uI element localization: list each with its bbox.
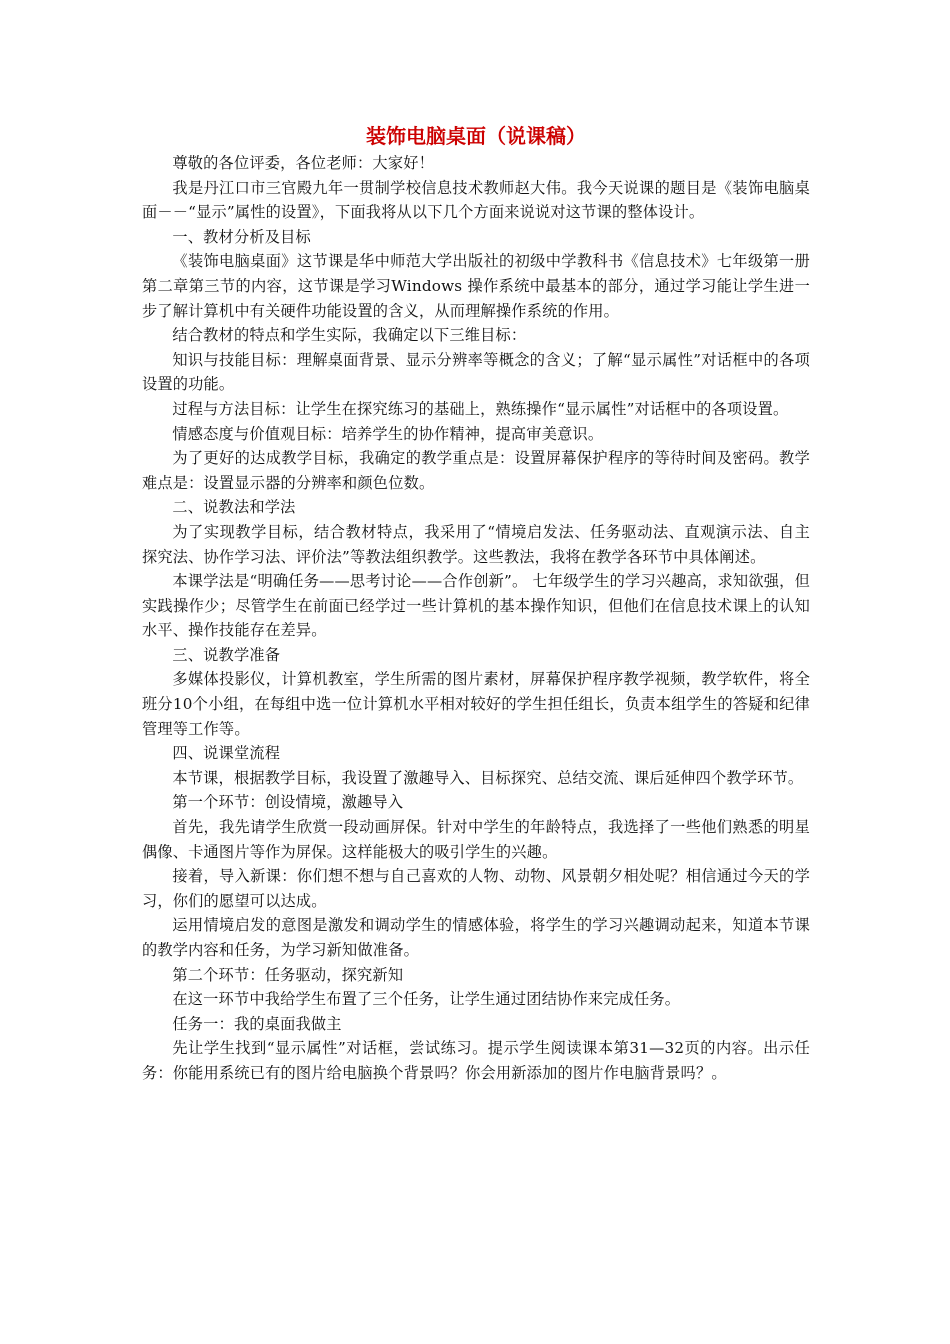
task-heading-1: 任务一：我的桌面我做主 bbox=[172, 1014, 342, 1033]
paragraph-key-points: 为了更好的达成教学目标，我确定的教学重点是：设置屏幕保护程序的等待时间及密码。教学难点是：设置显示器的分辨率和颜色位数。 bbox=[142, 449, 810, 492]
paragraph-process-goal: 过程与方法目标：让学生在探究练习的基础上，熟练操作“显示属性”对话框中的各项设置。 bbox=[172, 399, 789, 418]
paragraph-flow-intro: 本节课，根据教学目标，我设置了激趣导入、目标探究、总结交流、课后延伸四个教学环节。 bbox=[172, 768, 804, 787]
paragraph-step1-first: 首先，我先请学生欣赏一段动画屏保。针对中学生的年龄特点，我选择了一些他们熟悉的明星偶像、卡通图片等作为屏保。这样能极大的吸引学生的兴趣。 bbox=[142, 818, 810, 861]
section-heading-3: 三、说教学准备 bbox=[172, 645, 281, 664]
step-heading-1: 第一个环节：创设情境，激趣导入 bbox=[172, 793, 404, 812]
paragraph-step1-intent: 运用情境启发的意图是激发和调动学生的情感体验，将学生的学习兴趣调动起来，知道本节课的教学内容和任务，为学习新知做准备。 bbox=[142, 916, 810, 959]
paragraph-goals-intro: 结合教材的特点和学生实际，我确定以下三维目标： bbox=[172, 326, 527, 345]
section-heading-1: 一、教材分析及目标 bbox=[172, 227, 311, 246]
section-heading-2: 二、说教法和学法 bbox=[172, 498, 296, 517]
document-title: 装饰电脑桌面（说课稿） bbox=[366, 124, 586, 148]
document-body bbox=[142, 151, 810, 1086]
paragraph-step1-next: 接着，导入新课：你们想不想与自己喜欢的人物、动物、风景朝夕相处呢？相信通过今天的学习，你们的愿望可以达成。 bbox=[142, 867, 810, 910]
paragraph-material-analysis: 《装饰电脑桌面》这节课是华中师范大学出版社的初级中学教科书《信息技术》七年级第一册第二章第三节的内容，这节课是学习Windows 操作系统中最基本的部分，通过学习能让学生进一步了解计算机中有关硬件功能设置的含义，从而理解操作系统的作用。 bbox=[142, 252, 810, 320]
paragraph-step2-intro: 在这一环节中我给学生布置了三个任务，让学生通过团结协作来完成任务。 bbox=[172, 990, 681, 1009]
paragraph-task1: 先让学生找到“显示属性”对话框，尝试练习。提示学生阅读课本第31—32页的内容。出示任务：你能用系统已有的图片给电脑换个背景吗？你会用新添加的图片作电脑背景吗？。 bbox=[142, 1039, 810, 1082]
paragraph-learning-methods: 本课学法是“明确任务——思考讨论——合作创新”。 七年级学生的学习兴趣高，求知欲强，但实践操作少；尽管学生在前面已经学过一些计算机的基本操作知识，但他们在信息技术课上的认知水平、操作技能存在差异。 bbox=[142, 572, 810, 640]
step-heading-2: 第二个环节：任务驱动，探究新知 bbox=[172, 965, 404, 984]
paragraph-emotion-goal: 情感态度与价值观目标：培养学生的协作精神，提高审美意识。 bbox=[172, 424, 604, 443]
paragraph-knowledge-goal: 知识与技能目标：理解桌面背景、显示分辨率等概念的含义；了解“显示属性”对话框中的各项设置的功能。 bbox=[142, 350, 810, 394]
paragraph-greeting: 尊敬的各位评委，各位老师：大家好！ bbox=[172, 154, 434, 172]
document-page bbox=[142, 121, 810, 1086]
paragraph-teaching-methods: 为了实现教学目标，结合教材特点，我采用了“情境启发法、任务驱动法、直观演示法、自主探究法、协作学习法、评价法”等教法组织教学。这些教法，我将在教学各环节中具体阐述。 bbox=[142, 522, 810, 566]
section-heading-4: 四、说课堂流程 bbox=[172, 744, 281, 763]
paragraph-preparation: 多媒体投影仪，计算机教室，学生所需的图片素材，屏幕保护程序教学视频，教学软件，将全班分10个小组，在每组中选一位计算机水平相对较好的学生担任组长，负责本组学生的答疑和纪律管理等工作等。 bbox=[142, 670, 810, 738]
paragraph-intro: 我是丹江口市三官殿九年一贯制学校信息技术教师赵大伟。我今天说课的题目是《装饰电脑桌面－－“显示”属性的设置》，下面我将从以下几个方面来说说对这节课的整体设计。 bbox=[142, 178, 810, 222]
